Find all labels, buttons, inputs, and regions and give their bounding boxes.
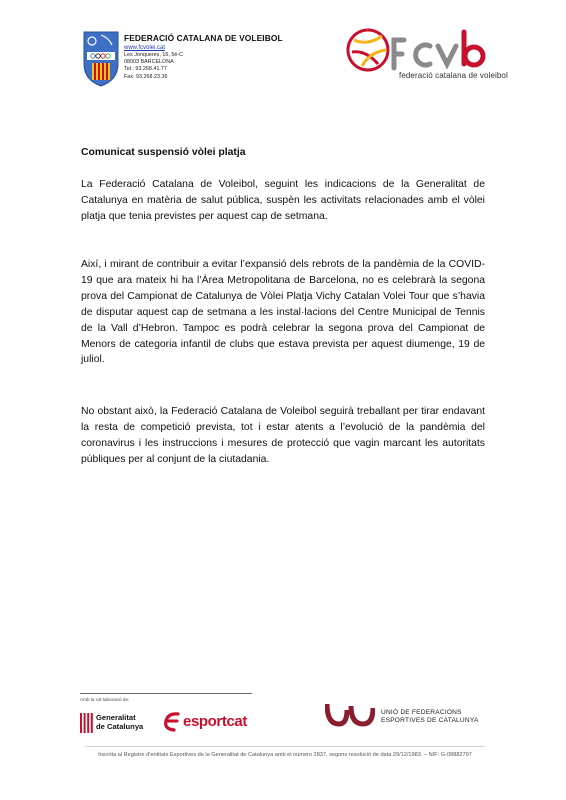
footer-divider (85, 746, 485, 747)
communique-title: Comunicat suspensió vòlei platja (81, 147, 246, 158)
generalitat-line-2: de Catalunya (96, 722, 144, 731)
address-line-1: Les Jonqueres, 16, 5è-C (124, 52, 184, 58)
ufec-line-2: ESPORTIVES DE CATALUNYA (381, 717, 479, 725)
fcv-crest-logo (82, 30, 120, 88)
generalitat-line-1: Generalitat (96, 713, 136, 722)
phone-number: Tel.: 93.268.41.77 (124, 66, 167, 73)
generalitat-logo (80, 712, 160, 736)
collab-label: Amb la col·laboració de: (80, 697, 130, 702)
senyera-icon (80, 713, 93, 733)
ufec-mark-icon (325, 702, 375, 728)
ufec-line-1: UNIÓ DE FEDERACIONS (381, 709, 462, 716)
esportcat-logo (162, 711, 262, 735)
paragraph-3: No obstant això, la Federació Catalana de Voleibol seguirà treballant per tirar endavant la resta de competició prevista, tot i estar atents a l’evolució de la pandèmia del coronavirus i les instruccions i mesures de protecció que vagin marcant les autoritats públiques per al conjunt de la ciutadania. (81, 406, 485, 465)
ufec-text (381, 709, 479, 725)
fax-number: Fax: 93.268.23.36 (124, 73, 168, 80)
org-name: FEDERACIÓ CATALANA DE VOLEIBOL (124, 33, 283, 43)
generalitat-text (96, 713, 143, 731)
website-link[interactable]: www.fcvolei.cat (124, 45, 166, 51)
paragraph-2: Així, i mirant de contribuir a evitar l’expansió dels rebrots de la pandèmia de la COVID-19 que ara mateix hi ha l’Àrea Metropolitana de Barcelona, no es celebrarà la segona prova del Campionat de Catalunya de Vòlei Platja Vichy Catalan Volei Tour que s’havia de disputar aquest cap de setmana a les instal·lacions del Centre Municipal de Tennis de la Vall d’Hebron. Tampoc es podrà celebrar la segona prova del Campionat de Menors de categoria infantil de clubs que estava prevista per aquest diumenge, 19 de juliol. (81, 259, 485, 366)
org-contact-block (124, 33, 294, 81)
esportcat-glyph-icon (162, 711, 182, 733)
paragraph-1: La Federació Catalana de Voleibol, seguint les indicacions de la Generalitat de Catalunya en matèria de salut pública, suspèn les activitats relacionades amb el vòlei platja que tenia previstes per aquest cap de setmana. (81, 179, 485, 222)
esportcat-text: esportcat (183, 713, 247, 730)
collab-divider (80, 693, 252, 694)
ufec-logo (325, 700, 495, 730)
registry-note: Inscrita al Registre d’entitats Esportives de la Generalitat de Catalunya amb el número 2837, segons resolució de data 29/12/1983. – NIF: G-08882797 (98, 752, 472, 758)
logo-subtitle: federació catalana de voleibol (399, 71, 508, 80)
address-line-2: 08003 BARCELONA (124, 59, 174, 66)
